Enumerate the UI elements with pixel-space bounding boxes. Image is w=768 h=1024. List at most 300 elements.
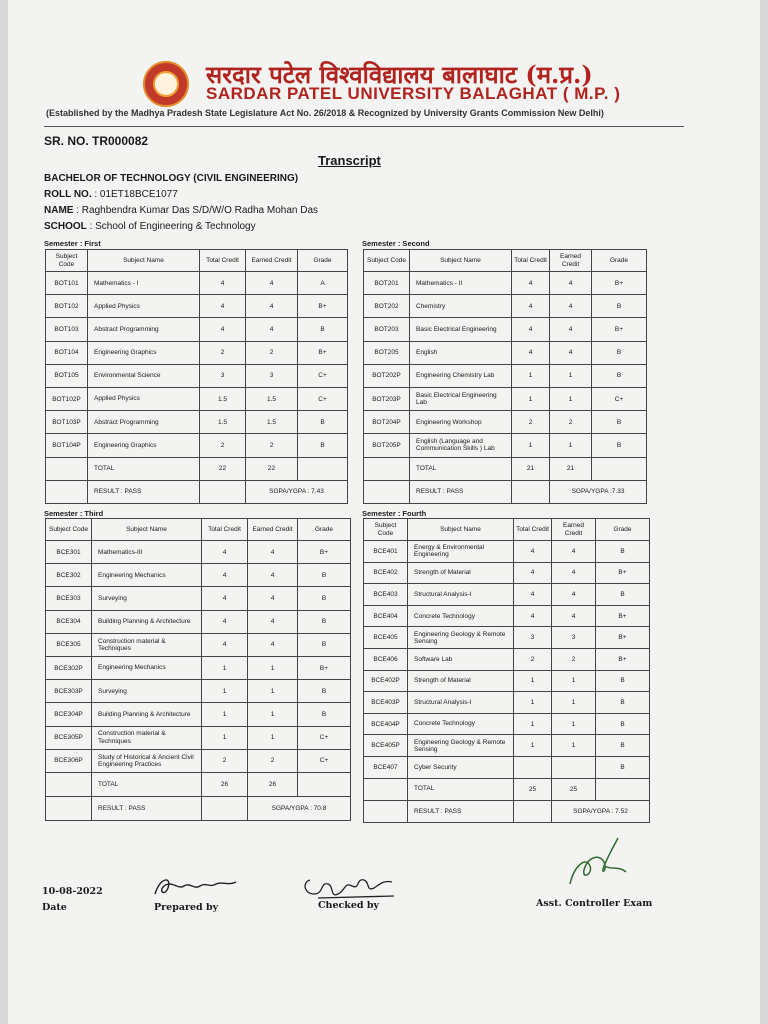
university-name-english: SARDAR PATEL UNIVERSITY BALAGHAT ( M.P. ) (206, 84, 621, 103)
subject-name: Abstract Programming (88, 318, 200, 341)
earned-credit: 1 (552, 692, 596, 714)
subject-code: BOT105 (46, 364, 88, 387)
sgpa-value: SGPA/YGPA : 7.43 (246, 480, 348, 503)
earned-credit: 2 (552, 648, 596, 670)
subject-name: Engineering Chemistry Lab (410, 364, 512, 387)
subject-name: Engineering Graphics (88, 434, 200, 457)
subject-name: English (410, 341, 512, 364)
subject-code: BCE302 (46, 564, 92, 587)
column-header: Subject Name (88, 250, 200, 272)
earned-credit: 1 (552, 670, 596, 692)
grade: B+ (596, 648, 650, 670)
document-title: Transcript (318, 153, 381, 168)
grade: B+ (298, 341, 348, 364)
earned-credit: 1.5 (246, 411, 298, 434)
total-credit-sum: 22 (200, 457, 246, 480)
grade: B+ (592, 318, 647, 341)
table-row (46, 610, 351, 633)
total-credit: 1 (514, 713, 552, 735)
table-row (364, 605, 650, 627)
subject-code: BOT102 (46, 295, 88, 318)
total-credit-sum: 21 (512, 457, 550, 480)
grade: B (592, 411, 647, 434)
total-grade-blank (596, 778, 650, 800)
total-credit: 1 (512, 364, 550, 387)
grade: B (298, 610, 351, 633)
total-credit: 4 (514, 541, 552, 563)
total-grade-blank (298, 772, 351, 796)
total-grade-blank (298, 457, 348, 480)
prepared-by-signature (150, 872, 240, 902)
total-credit: 3 (200, 364, 246, 387)
controller-signature (560, 836, 630, 892)
earned-credit-sum: 25 (552, 778, 596, 800)
earned-credit: 4 (246, 295, 298, 318)
total-credit: 1 (202, 680, 248, 703)
column-header: Earned Credit (550, 250, 592, 272)
earned-credit: 1 (248, 656, 298, 679)
subject-code: BOT204P (364, 411, 410, 434)
earned-credit: 1 (248, 703, 298, 726)
column-header: Subject Code (364, 519, 408, 541)
grade: C+ (298, 726, 351, 749)
subject-name: Concrete Technology (408, 605, 514, 627)
table-row (46, 749, 351, 772)
subject-code: BOT205P (364, 434, 410, 457)
table-row (46, 541, 351, 564)
subject-code: BCE304 (46, 610, 92, 633)
sgpa-value: SGPA/YGPA : 70.8 (248, 796, 351, 820)
earned-credit: 3 (552, 627, 596, 649)
checked-by-label: Checked by (318, 900, 380, 911)
sgpa-value: SGPA/YGPA : 7.52 (552, 800, 650, 822)
table-row (364, 735, 650, 757)
grade: B (596, 670, 650, 692)
subject-name: Engineering Graphics (88, 341, 200, 364)
grade: B (592, 295, 647, 318)
subject-code: BOT102P (46, 387, 88, 410)
total-credit: 4 (202, 541, 248, 564)
table-row (46, 387, 348, 410)
subject-code: BOT203P (364, 387, 410, 410)
checked-by-signature (298, 872, 398, 908)
table-row (364, 272, 647, 295)
total-credit: 4 (200, 272, 246, 295)
result-row (364, 800, 650, 822)
earned-credit: 2 (246, 434, 298, 457)
total-credit: 4 (514, 584, 552, 606)
table-row (46, 633, 351, 656)
subject-code: BCE304P (46, 703, 92, 726)
result-status: RESULT : PASS (410, 480, 512, 503)
table-row (364, 713, 650, 735)
prepared-by-label: Prepared by (154, 902, 219, 913)
total-credit: 4 (202, 587, 248, 610)
total-credit: 1 (202, 656, 248, 679)
subject-name: Abstract Programming (88, 411, 200, 434)
subject-code: BCE405P (364, 735, 408, 757)
result-blank (364, 800, 408, 822)
result-spacer (514, 800, 552, 822)
table-row (46, 318, 348, 341)
grade: A (298, 272, 348, 295)
column-header: Subject Code (364, 250, 410, 272)
total-credit: 1 (512, 434, 550, 457)
subject-code: BCE406 (364, 648, 408, 670)
earned-credit: 4 (248, 610, 298, 633)
grade: B (592, 434, 647, 457)
total-credit: 2 (512, 411, 550, 434)
grade: B (596, 713, 650, 735)
subject-name: Energy & Environmental Engineering (408, 541, 514, 563)
table-row (46, 272, 348, 295)
subject-code: BOT205 (364, 341, 410, 364)
table-row (364, 295, 647, 318)
result-blank (364, 480, 410, 503)
header-divider (44, 126, 684, 127)
table-row (46, 680, 351, 703)
subject-name: Basic Electrical Engineering Lab (410, 387, 512, 410)
table-row (364, 627, 650, 649)
grade: C+ (592, 387, 647, 410)
total-credit (514, 756, 552, 778)
total-credit: 4 (202, 633, 248, 656)
grade: B (596, 756, 650, 778)
earned-credit: 1 (550, 364, 592, 387)
serial-number: SR. NO. TR000082 (44, 134, 149, 148)
subject-code: BOT103 (46, 318, 88, 341)
total-credit: 4 (200, 295, 246, 318)
total-label: TOTAL (92, 772, 202, 796)
earned-credit: 4 (552, 541, 596, 563)
subject-name: Engineering Geology & Remote Sensing (408, 627, 514, 649)
total-credit: 1 (202, 726, 248, 749)
grade: B+ (596, 605, 650, 627)
column-header: Subject Code (46, 250, 88, 272)
column-header: Subject Name (410, 250, 512, 272)
table-row (46, 341, 348, 364)
total-credit: 4 (514, 562, 552, 584)
table-row (46, 564, 351, 587)
subject-name: Cyber Security (408, 756, 514, 778)
table-row (46, 703, 351, 726)
table-row (364, 692, 650, 714)
subject-name: Building Planning & Architecture (92, 610, 202, 633)
result-row (364, 480, 647, 503)
table-row (46, 411, 348, 434)
subject-code: BCE305 (46, 633, 92, 656)
grade: B+ (592, 272, 647, 295)
subject-name: Chemistry (410, 295, 512, 318)
table-row (364, 364, 647, 387)
earned-credit: 4 (248, 541, 298, 564)
subject-code: BOT201 (364, 272, 410, 295)
subject-code: BCE402 (364, 562, 408, 584)
semester-label-second: Semester : Second (362, 239, 430, 248)
subject-name: Concrete Technology (408, 713, 514, 735)
subject-name: Construction material & Techniques (92, 726, 202, 749)
date-label: Date (42, 902, 67, 913)
subject-code: BOT202P (364, 364, 410, 387)
total-row (46, 457, 348, 480)
column-header: Total Credit (200, 250, 246, 272)
subject-code: BOT101 (46, 272, 88, 295)
establishment-note: (Established by the Madhya Pradesh State Legislature Act No. 26/2018 & Recognized by University Grants Commission New Delhi) (46, 108, 604, 118)
semester-label-fourth: Semester : Fourth (362, 509, 427, 518)
total-credit: 4 (202, 564, 248, 587)
table-row (364, 541, 650, 563)
column-header: Grade (592, 250, 647, 272)
semester-third-table (45, 518, 351, 821)
subject-name: Basic Electrical Engineering (410, 318, 512, 341)
column-header: Subject Code (46, 519, 92, 541)
subject-code: BOT203 (364, 318, 410, 341)
grade: B (298, 411, 348, 434)
subject-name: Software Lab (408, 648, 514, 670)
earned-credit: 4 (552, 605, 596, 627)
grade: B+ (596, 627, 650, 649)
earned-credit: 1 (552, 713, 596, 735)
earned-credit: 4 (550, 318, 592, 341)
grade: B+ (596, 562, 650, 584)
total-label: TOTAL (408, 778, 514, 800)
semester-first-table (45, 249, 348, 504)
university-name-hindi: सरदार पटेल विश्वविद्यालय बालाघाट (म.प्र.) (206, 60, 593, 89)
programme: BACHELOR OF TECHNOLOGY (CIVIL ENGINEERING) (44, 173, 299, 184)
total-blank (364, 778, 408, 800)
subject-name: Mathematics-III (92, 541, 202, 564)
grade: B+ (298, 295, 348, 318)
earned-credit: 1 (550, 387, 592, 410)
table-row (364, 584, 650, 606)
result-blank (46, 796, 92, 820)
total-credit: 2 (514, 648, 552, 670)
earned-credit: 4 (550, 341, 592, 364)
column-header: Total Credit (202, 519, 248, 541)
semester-second-table (363, 249, 647, 504)
column-header: Total Credit (514, 519, 552, 541)
earned-credit-sum: 21 (550, 457, 592, 480)
earned-credit: 4 (552, 562, 596, 584)
subject-name: Strength of Material (408, 562, 514, 584)
result-spacer (200, 480, 246, 503)
subject-code: BCE403 (364, 584, 408, 606)
grade: B+ (298, 541, 351, 564)
subject-code: BCE301 (46, 541, 92, 564)
subject-code: BOT202 (364, 295, 410, 318)
subject-code: BCE407 (364, 756, 408, 778)
total-credit: 1 (514, 735, 552, 757)
subject-name: Applied Physics (88, 295, 200, 318)
grade: B (298, 434, 348, 457)
result-status: RESULT : PASS (88, 480, 200, 503)
roll-number: ROLL NO. : 01ET18BCE1077 (44, 189, 178, 200)
earned-credit: 4 (552, 584, 596, 606)
total-credit: 4 (202, 610, 248, 633)
subject-code: BCE306P (46, 749, 92, 772)
column-header: Grade (298, 519, 351, 541)
earned-credit: 1 (550, 434, 592, 457)
table-row (364, 387, 647, 410)
earned-credit: 1.5 (246, 387, 298, 410)
total-row (364, 778, 650, 800)
column-header: Earned Credit (248, 519, 298, 541)
subject-name: Construction material & Techniques (92, 633, 202, 656)
column-header: Total Credit (512, 250, 550, 272)
controller-label: Asst. Controller Exam (536, 898, 653, 909)
subject-name: Surveying (92, 680, 202, 703)
earned-credit: 4 (248, 633, 298, 656)
table-row (46, 364, 348, 387)
earned-credit: 1 (248, 680, 298, 703)
subject-code: BCE302P (46, 656, 92, 679)
subject-code: BCE303P (46, 680, 92, 703)
school-name: SCHOOL : School of Engineering & Technology (44, 221, 256, 232)
total-credit: 1 (514, 670, 552, 692)
total-credit: 2 (200, 434, 246, 457)
table-row (364, 434, 647, 457)
total-credit: 1.5 (200, 387, 246, 410)
table-row (364, 341, 647, 364)
subject-name: Applied Physics (88, 387, 200, 410)
earned-credit: 4 (248, 564, 298, 587)
total-credit: 4 (200, 318, 246, 341)
subject-name: Engineering Workshop (410, 411, 512, 434)
table-row (364, 648, 650, 670)
result-row (46, 480, 348, 503)
total-label: TOTAL (410, 457, 512, 480)
subject-code: BCE403P (364, 692, 408, 714)
grade: C+ (298, 364, 348, 387)
table-row (46, 434, 348, 457)
earned-credit: 4 (248, 587, 298, 610)
subject-code: BCE402P (364, 670, 408, 692)
earned-credit-sum: 22 (246, 457, 298, 480)
earned-credit: 2 (246, 341, 298, 364)
subject-name: Building Planning & Architecture (92, 703, 202, 726)
total-blank (46, 457, 88, 480)
grade: B (592, 341, 647, 364)
earned-credit (552, 756, 596, 778)
total-credit: 1 (512, 387, 550, 410)
semester-label-third: Semester : Third (44, 509, 104, 518)
sgpa-value: SGPA/YGPA :7.33 (550, 480, 647, 503)
subject-name: Structural Analysis-I (408, 584, 514, 606)
subject-name: Environmental Science (88, 364, 200, 387)
column-header: Grade (298, 250, 348, 272)
subject-code: BOT104 (46, 341, 88, 364)
earned-credit-sum: 26 (248, 772, 298, 796)
total-credit: 4 (514, 605, 552, 627)
earned-credit: 1 (248, 726, 298, 749)
grade: B (298, 318, 348, 341)
total-blank (46, 772, 92, 796)
grade: B (298, 703, 351, 726)
university-logo (143, 61, 189, 107)
earned-credit: 2 (248, 749, 298, 772)
result-spacer (512, 480, 550, 503)
grade: C+ (298, 387, 348, 410)
subject-name: Engineering Mechanics (92, 564, 202, 587)
grade: B (596, 735, 650, 757)
result-row (46, 796, 351, 820)
grade: B (596, 584, 650, 606)
total-credit: 1.5 (200, 411, 246, 434)
result-status: RESULT : PASS (92, 796, 202, 820)
total-row (46, 772, 351, 796)
table-row (364, 562, 650, 584)
grade: B (592, 364, 647, 387)
total-credit-sum: 25 (514, 778, 552, 800)
subject-code: BCE404P (364, 713, 408, 735)
earned-credit: 3 (246, 364, 298, 387)
semester-fourth-table (363, 518, 650, 823)
table-row (46, 295, 348, 318)
subject-code: BCE405 (364, 627, 408, 649)
total-credit: 1 (202, 703, 248, 726)
earned-credit: 2 (550, 411, 592, 434)
subject-name: English (Language and Communication Skills ) Lab (410, 434, 512, 457)
grade: B (298, 680, 351, 703)
result-status: RESULT : PASS (408, 800, 514, 822)
grade: C+ (298, 749, 351, 772)
total-credit: 4 (512, 272, 550, 295)
total-label: TOTAL (88, 457, 200, 480)
total-grade-blank (592, 457, 647, 480)
subject-code: BCE305P (46, 726, 92, 749)
table-row (46, 587, 351, 610)
student-name: NAME : Raghbendra Kumar Das S/D/W/O Radha Mohan Das (44, 205, 319, 216)
subject-name: Study of Historical & Ancient Civil Engineering Practices (92, 749, 202, 772)
total-credit: 4 (512, 295, 550, 318)
grade: B+ (298, 656, 351, 679)
earned-credit: 4 (246, 318, 298, 341)
semester-label-first: Semester : First (44, 239, 101, 248)
subject-code: BCE303 (46, 587, 92, 610)
table-row (364, 318, 647, 341)
column-header: Subject Name (92, 519, 202, 541)
subject-name: Mathematics - II (410, 272, 512, 295)
subject-name: Strength of Material (408, 670, 514, 692)
total-credit: 3 (514, 627, 552, 649)
total-credit: 4 (512, 318, 550, 341)
table-row (364, 756, 650, 778)
column-header: Subject Name (408, 519, 514, 541)
result-spacer (202, 796, 248, 820)
grade: B (298, 587, 351, 610)
column-header: Earned Credit (552, 519, 596, 541)
subject-code: BOT103P (46, 411, 88, 434)
subject-code: BCE401 (364, 541, 408, 563)
table-row (46, 726, 351, 749)
total-credit: 2 (200, 341, 246, 364)
column-header: Earned Credit (246, 250, 298, 272)
grade: B (596, 692, 650, 714)
total-blank (364, 457, 410, 480)
result-blank (46, 480, 88, 503)
subject-name: Engineering Mechanics (92, 656, 202, 679)
total-credit-sum: 26 (202, 772, 248, 796)
subject-code: BCE404 (364, 605, 408, 627)
total-row (364, 457, 647, 480)
earned-credit: 4 (550, 272, 592, 295)
table-row (364, 411, 647, 434)
grade: B (596, 541, 650, 563)
earned-credit: 4 (550, 295, 592, 318)
table-row (46, 656, 351, 679)
earned-credit: 1 (552, 735, 596, 757)
table-row (364, 670, 650, 692)
